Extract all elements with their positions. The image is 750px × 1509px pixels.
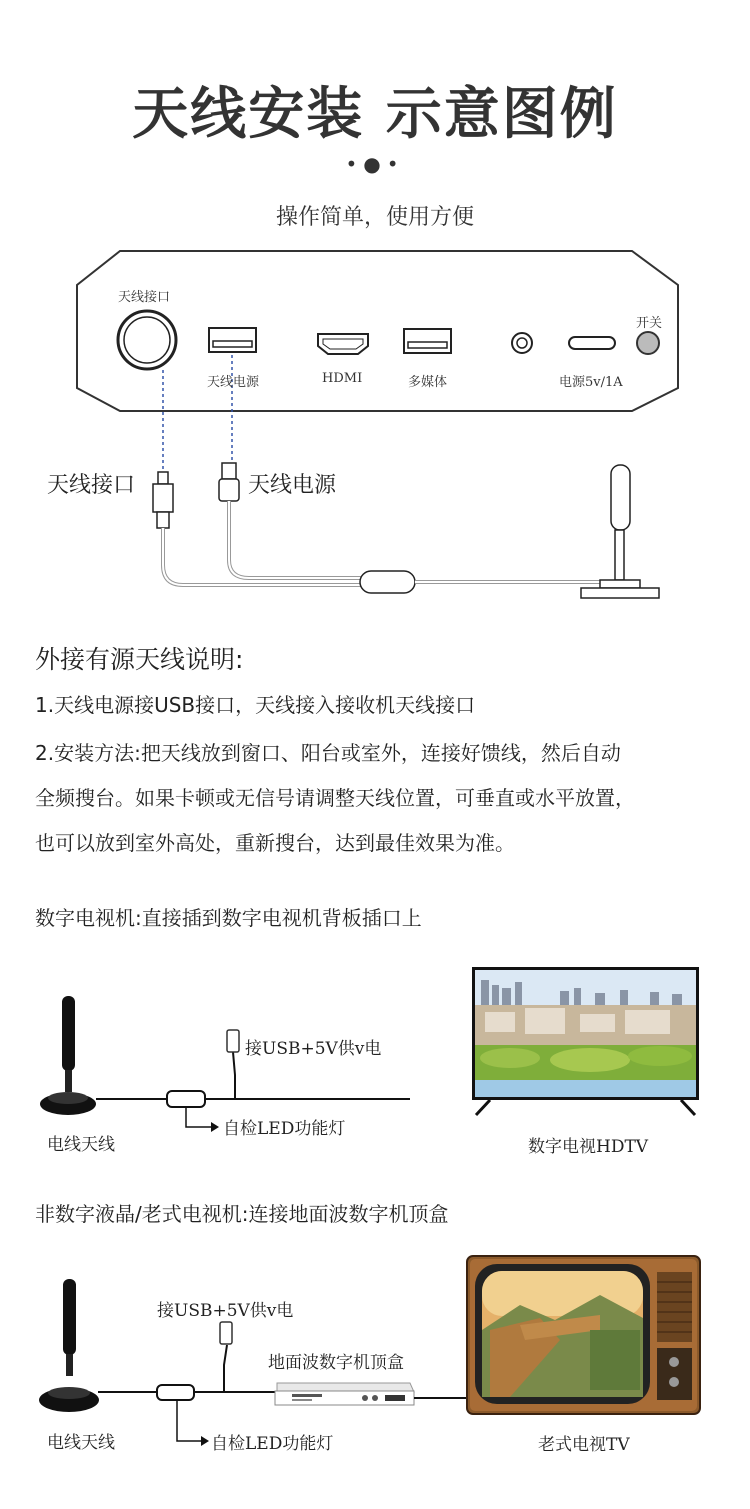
page-title: 天线安装 示意图例 — [132, 82, 618, 147]
old-tv-photo — [467, 1256, 700, 1414]
device-label-hdmi: HDMI — [322, 371, 363, 386]
digital-tv-photo — [472, 967, 699, 1115]
coax-plug-icon — [153, 472, 173, 528]
digital-tv-antenna-label: 电线天线 — [47, 1135, 115, 1155]
page-subtitle: 操作简单，使用方便 — [275, 205, 474, 230]
usb-plug-icon — [219, 463, 239, 501]
antenna-photo-2 — [39, 1279, 99, 1412]
old-tv-antenna-label: 电线天线 — [47, 1433, 115, 1453]
cable-label-antenna-port: 天线接口 — [47, 473, 136, 498]
antenna-photo-1 — [40, 996, 96, 1115]
antenna-icon — [581, 465, 659, 598]
title-divider-dots: •●• — [345, 152, 405, 176]
instructions-heading: 外接有源天线说明: — [35, 645, 244, 674]
device-label-switch: 开关 — [636, 316, 663, 331]
led-module-icon — [360, 571, 415, 593]
instruction-step-1: 1.天线电源接USB接口，天线接入接收机天线接口 — [35, 693, 476, 717]
device-label-media: 多媒体 — [408, 375, 448, 390]
usb-port-icon — [209, 328, 256, 352]
usb-plug-photo-2 — [220, 1322, 232, 1344]
set-top-box-label: 地面波数字机顶盒 — [268, 1353, 404, 1373]
device-label-antenna-power: 天线电源 — [207, 375, 260, 390]
digital-tv-led-label: 自检LED功能灯 — [223, 1119, 346, 1139]
type-c-port-icon — [569, 337, 615, 349]
instruction-step-2-line-2: 全频搜台。如果卡顿或无信号请调整天线位置，可垂直或水平放置， — [35, 786, 635, 810]
old-tv-heading: 非数字液晶/老式电视机:连接地面波数字机顶盒 — [35, 1202, 449, 1226]
digital-tv-usb-label: 接USB+5V供v电 — [245, 1039, 382, 1059]
old-tv-usb-label: 接USB+5V供v电 — [157, 1301, 294, 1321]
set-top-box-photo — [275, 1383, 414, 1405]
device-label-antenna-port: 天线接口 — [118, 290, 171, 305]
led-module-photo-2 — [157, 1385, 194, 1400]
cable-label-antenna-power: 天线电源 — [248, 473, 337, 498]
instruction-step-2-line-1: 2.安装方法:把天线放到窗口、阳台或室外，连接好馈线，然后自动 — [35, 741, 621, 765]
usb-plug-photo-1 — [227, 1030, 239, 1052]
led-module-photo-1 — [167, 1091, 205, 1107]
device-label-power: 电源5v/1A — [559, 375, 623, 390]
digital-tv-heading: 数字电视机:直接插到数字电视机背板插口上 — [35, 906, 422, 930]
media-usb-port-icon — [404, 329, 451, 353]
old-tv-led-label: 自检LED功能灯 — [211, 1434, 334, 1454]
old-tv-caption: 老式电视TV — [538, 1435, 630, 1455]
instruction-step-2-line-3: 也可以放到室外高处，重新搜台，达到最佳效果为准。 — [35, 831, 515, 855]
digital-tv-caption: 数字电视HDTV — [528, 1137, 649, 1157]
power-switch-icon — [637, 332, 659, 354]
